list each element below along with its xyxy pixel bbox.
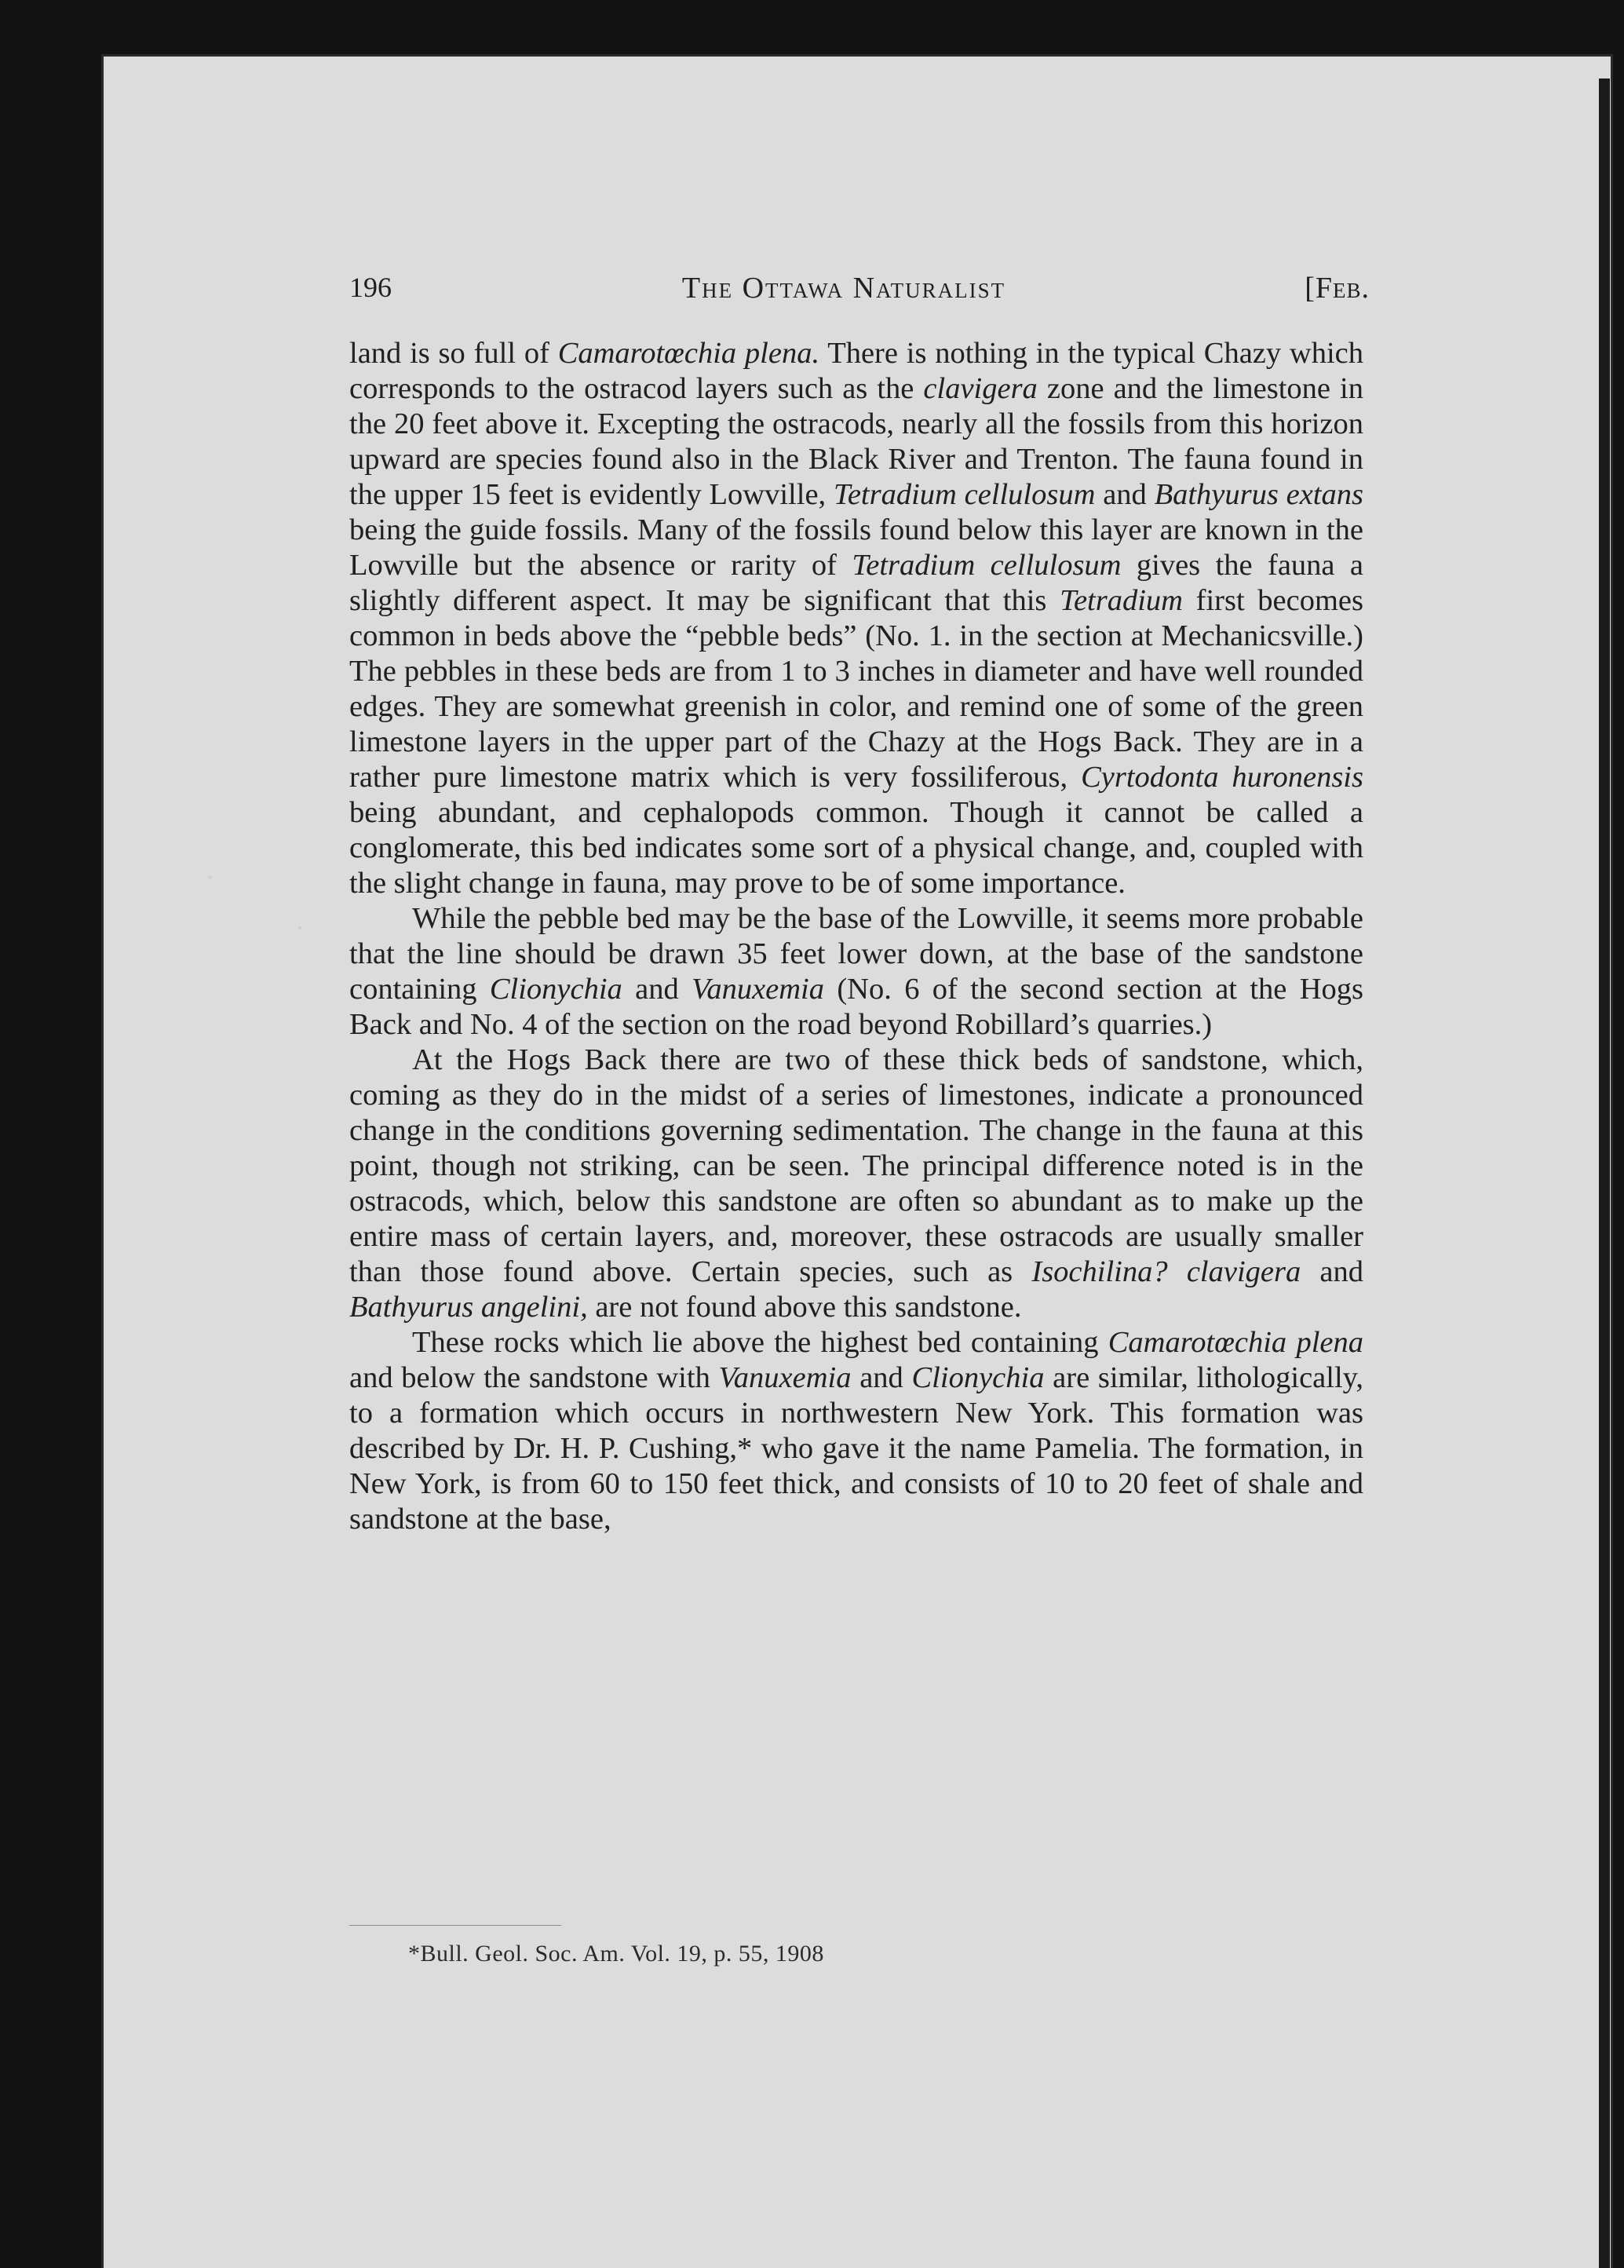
text-run: While the pebble bed may be the base of the Lowville, it seems more probable that the line should be drawn 35 feet lower down, at the base of the sandstone containing	[349, 902, 1363, 1006]
italic-term: Camarotœchia plena	[1108, 1326, 1364, 1359]
body-paragraph	[349, 901, 1363, 1043]
italic-term: Tetradium	[1060, 584, 1183, 617]
text-run: are similar, lithologically, to a formation which occurs in northwestern New York. This formation was described by Dr. H. P. Cushing,* who gave it the name Pamelia. The formation, in New York, is from 60 to 150 feet thick, and consists of 10 to 20 feet of shale and sandstone at the base,	[349, 1361, 1364, 1536]
text-run: (No. 6 of the second section at the Hogs Back and No. 4 of the section on the road beyond Robillard’s quarries.)	[349, 973, 1363, 1041]
text-run: and	[851, 1361, 912, 1394]
italic-term: Cyrtodonta huronensis	[1081, 761, 1363, 794]
text-run: are not found above this sandstone.	[587, 1291, 1022, 1324]
text-run: land is so full of	[349, 337, 558, 370]
text-run: being the guide fossils. Many of the fossils found below this layer are known in the Lowville but the absence or rarity of	[349, 513, 1363, 582]
issue-month: [Feb.	[1305, 272, 1370, 305]
italic-term: Bathyurus angelini,	[349, 1291, 588, 1324]
italic-term: Clionychia	[911, 1361, 1045, 1394]
page-edge-shadow	[1599, 79, 1610, 2268]
italic-term: clavigera	[923, 372, 1038, 405]
text-run: first becomes common in beds above the “pebble beds” (No. 1. in the section at Mechanicsville.) The pebbles in these beds are from 1 to 3 inches in diameter and have well rounded edges. They are somewhat greenish in color, and remind one of some of the green limestone layers in the upper part of the Chazy at the Hogs Back. They are in a rather pure limestone matrix which is very fossiliferous,	[349, 584, 1364, 794]
text-run: At the Hogs Back there are two of these thick beds of sandstone, which, coming as they do in the midst of a series of limestones, indicate a pronounced change in the conditions governing sedimentation. The change in the fauna at this point, though not striking, can be seen. The principal difference noted is in the ostracods, which, below this sandstone are often so abundant as to make up the entire mass of certain layers, and, moreover, these ostracods are usually smaller than those found above. Certain species, such as	[349, 1043, 1363, 1288]
italic-term: Clionychia	[489, 973, 622, 1006]
body-paragraph	[349, 1325, 1363, 1537]
body-paragraph	[349, 336, 1363, 901]
footnote: *Bull. Geol. Soc. Am. Vol. 19, p. 55, 1908	[408, 1941, 824, 1967]
italic-term: Camarotœchia plena.	[557, 337, 820, 370]
italic-term: Tetradium cellulosum	[833, 478, 1096, 511]
body-paragraph	[349, 1043, 1363, 1325]
dust-speck	[298, 926, 301, 929]
text-run: There is nothing in the typical Chazy which corresponds to the ostracod layers such as the	[349, 337, 1363, 405]
text-run: and	[622, 973, 692, 1006]
dust-speck	[208, 875, 212, 879]
text-run: These rocks which lie above the highest bed containing	[412, 1326, 1108, 1359]
page-number: 196	[349, 272, 392, 303]
text-run: zone and the limestone in the 20 feet above it. Excepting the ostracods, nearly all the fossils from this horizon upward are species found also in the Black River and Trenton. The fauna found in the upper 15 feet is evidently Lowville,	[349, 372, 1363, 511]
text-run: and	[1095, 478, 1155, 511]
text-run: being abundant, and cephalopods common. Though it cannot be called a conglomerate, this bed indicates some sort of a physical change, and, coupled with the slight change in fauna, may prove to be of some importance.	[349, 796, 1363, 900]
text-run: and	[1301, 1255, 1364, 1288]
text-run: gives the fauna a slightly different aspect. It may be significant that this	[349, 549, 1363, 617]
italic-term: Tetradium cellulosum	[852, 549, 1122, 582]
text-run: and below the sandstone with	[349, 1361, 719, 1394]
article-body	[349, 336, 1363, 1537]
footnote-rule	[349, 1925, 561, 1926]
running-header	[349, 271, 1370, 310]
italic-term: Isochilina? clavigera	[1031, 1255, 1301, 1288]
italic-term: Vanuxemia	[692, 973, 825, 1006]
italic-term: Bathyurus extans	[1154, 478, 1363, 511]
italic-term: Vanuxemia	[718, 1361, 852, 1394]
journal-title: The Ottawa Naturalist	[681, 272, 1006, 305]
